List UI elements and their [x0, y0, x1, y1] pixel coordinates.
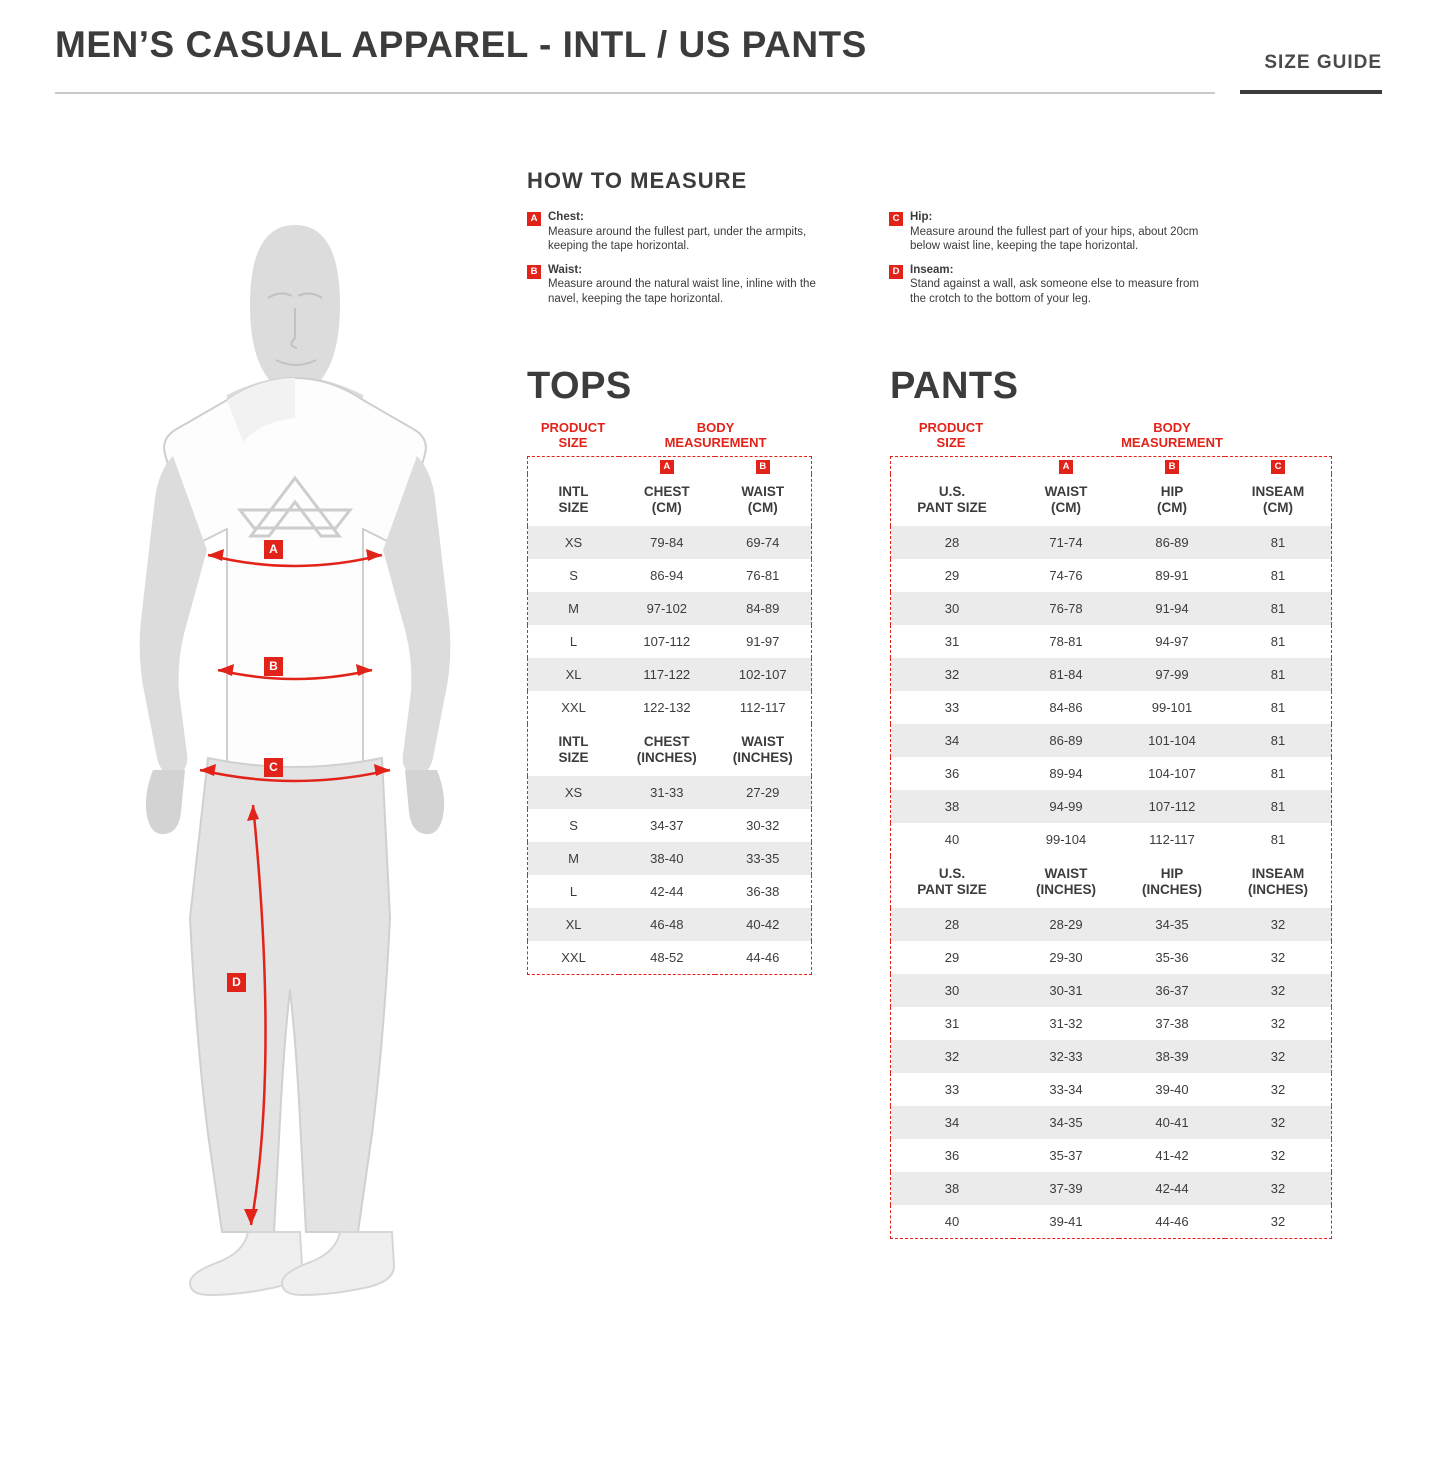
table-row: 40 39-41 44-46 32 — [944, 1214, 1286, 1229]
measure-text-hip: Measure around the fullest part of your hips, about 20cm below waist line, keeping the tape horizontal. — [910, 225, 1199, 252]
table-row: 33 33-34 39-40 32 — [944, 1082, 1286, 1097]
measure-item-waist — [527, 263, 847, 307]
badge-b-icon: B — [756, 460, 770, 474]
table-row: XL 46-48 40-42 — [528, 908, 812, 941]
table-row: 31 31-32 37-38 32 — [944, 1016, 1286, 1031]
badge-a-icon: A — [1059, 460, 1073, 474]
how-to-measure-column-left — [527, 210, 847, 315]
mannequin-svg — [90, 210, 490, 1320]
pants-col-us-size-in: U.S. PANT SIZE — [891, 856, 1014, 908]
header-divider-right — [1240, 90, 1382, 94]
table-row: M 38-40 33-35 — [528, 842, 812, 875]
pants-col-hip-in: HIP (INCHES) — [1119, 856, 1225, 908]
tops-cm-header-row — [528, 474, 812, 526]
tops-col-waist-in: WAIST (INCHES) — [715, 724, 812, 776]
pants-col-us-size: U.S. PANT SIZE — [891, 474, 1014, 526]
table-row: 34 86-89 101-104 81 — [891, 724, 1332, 757]
measure-item-inseam — [889, 263, 1209, 307]
badge-b-icon: B — [527, 265, 541, 279]
badge-c-icon: C — [889, 212, 903, 226]
tops-title: TOPS — [527, 365, 632, 407]
tops-col-waist-cm: WAIST (CM) — [715, 474, 812, 526]
pants-column-group-headers — [890, 420, 1340, 450]
table-row: M 97-102 84-89 — [528, 592, 812, 625]
page-header — [0, 0, 1440, 96]
badge-a-icon: A — [660, 460, 674, 474]
how-to-measure-title: HOW TO MEASURE — [527, 168, 748, 193]
measure-item-hip — [889, 210, 1209, 254]
pants-size-table — [890, 456, 1332, 1239]
measure-item-chest — [527, 210, 847, 254]
table-row: S 34-37 30-32 — [569, 818, 780, 833]
badge-b-icon: B — [1165, 460, 1179, 474]
table-row: XL 117-122 102-107 — [528, 658, 812, 691]
table-row: 28 28-29 34-35 32 — [891, 908, 1332, 941]
table-row: 36 35-37 41-42 32 — [944, 1148, 1286, 1163]
pants-cm-badge-row — [891, 457, 1332, 475]
table-row: 28 71-74 86-89 81 — [891, 526, 1332, 559]
table-row: 30 76-78 91-94 81 — [891, 592, 1332, 625]
table-row: 38 37-39 42-44 32 — [891, 1172, 1332, 1205]
table-row: 29 74-76 89-91 81 — [944, 568, 1286, 583]
table-row: XXL 48-52 44-46 — [561, 950, 780, 965]
tops-col-intl-size: INTL SIZE — [528, 474, 620, 526]
mannequin-illustration — [90, 210, 490, 1320]
page-title: MEN’S CASUAL APPAREL - INTL / US PANTS — [55, 24, 867, 65]
measure-text-inseam: Stand against a wall, ask someone else to measure from the crotch to the bottom of your leg. — [910, 278, 1199, 305]
tops-col-chest-in: CHEST (INCHES) — [619, 724, 714, 776]
table-row: L 107-112 91-97 — [569, 634, 780, 649]
table-row: 34 34-35 40-41 32 — [891, 1106, 1332, 1139]
tops-inches-header-row — [528, 724, 812, 776]
size-guide-label: SIZE GUIDE — [1264, 52, 1382, 73]
table-row: 38 94-99 107-112 81 — [891, 790, 1332, 823]
table-row: 33 84-86 99-101 81 — [944, 700, 1286, 715]
pants-body-measurement-header: BODY MEASUREMENT — [1121, 420, 1223, 450]
pants-inches-header-row — [891, 856, 1332, 908]
pants-cm-header-row — [891, 474, 1332, 526]
marker-d: D — [227, 973, 246, 992]
how-to-measure-section — [527, 168, 1227, 315]
tops-column-group-headers — [527, 420, 812, 450]
tops-section — [527, 365, 812, 975]
marker-a: A — [264, 540, 283, 559]
how-to-measure-column-right — [889, 210, 1209, 315]
pants-section — [890, 365, 1340, 1239]
marker-b: B — [264, 657, 283, 676]
pants-col-inseam-in: INSEAM (INCHES) — [1225, 856, 1332, 908]
pants-title: PANTS — [890, 365, 1019, 407]
table-row: XS 31-33 27-29 — [528, 776, 812, 809]
badge-d-icon: D — [889, 265, 903, 279]
tops-cm-badge-row — [528, 457, 812, 475]
table-row: 32 81-84 97-99 81 — [891, 658, 1332, 691]
table-row: S 86-94 76-81 — [569, 568, 780, 583]
tops-body-measurement-header: BODY MEASUREMENT — [664, 420, 767, 450]
measure-label-waist: Waist: — [548, 263, 583, 276]
measure-text-waist: Measure around the natural waist line, inline with the navel, keeping the tape horizontal. — [548, 278, 816, 305]
table-row: XXL 122-132 112-117 — [561, 700, 786, 715]
pants-col-inseam-cm: INSEAM (CM) — [1225, 474, 1332, 526]
table-row: 32 32-33 38-39 32 — [891, 1040, 1332, 1073]
table-row: 30 30-31 36-37 32 — [891, 974, 1332, 1007]
table-row: 31 78-81 94-97 81 — [944, 634, 1286, 649]
measure-label-inseam: Inseam: — [910, 263, 954, 276]
table-row: XS 79-84 69-74 — [528, 526, 812, 559]
measure-label-chest: Chest: — [548, 211, 584, 223]
pants-col-hip-cm: HIP (CM) — [1119, 474, 1225, 526]
pants-product-size-header: PRODUCT SIZE — [918, 420, 984, 450]
tops-size-table — [527, 456, 812, 975]
badge-a-icon: A — [527, 212, 541, 226]
table-row: 40 99-104 112-117 81 — [944, 832, 1286, 847]
marker-c: C — [264, 758, 283, 777]
table-row: 29 29-30 35-36 32 — [944, 950, 1286, 965]
badge-c-icon: C — [1271, 460, 1285, 474]
table-row: 36 89-94 104-107 81 — [944, 766, 1286, 781]
tops-product-size-header: PRODUCT SIZE — [540, 420, 606, 450]
pants-col-waist-cm: WAIST (CM) — [1013, 474, 1119, 526]
tops-col-chest-cm: CHEST (CM) — [619, 474, 714, 526]
tops-col-intl-size-in: INTL SIZE — [528, 724, 620, 776]
measure-label-hip: Hip: — [910, 211, 933, 223]
measure-text-chest: Measure around the fullest part, under the armpits, keeping the tape horizontal. — [548, 225, 807, 252]
pants-col-waist-in: WAIST (INCHES) — [1013, 856, 1119, 908]
header-divider-left — [55, 92, 1215, 94]
table-row: L 42-44 36-38 — [569, 884, 780, 899]
